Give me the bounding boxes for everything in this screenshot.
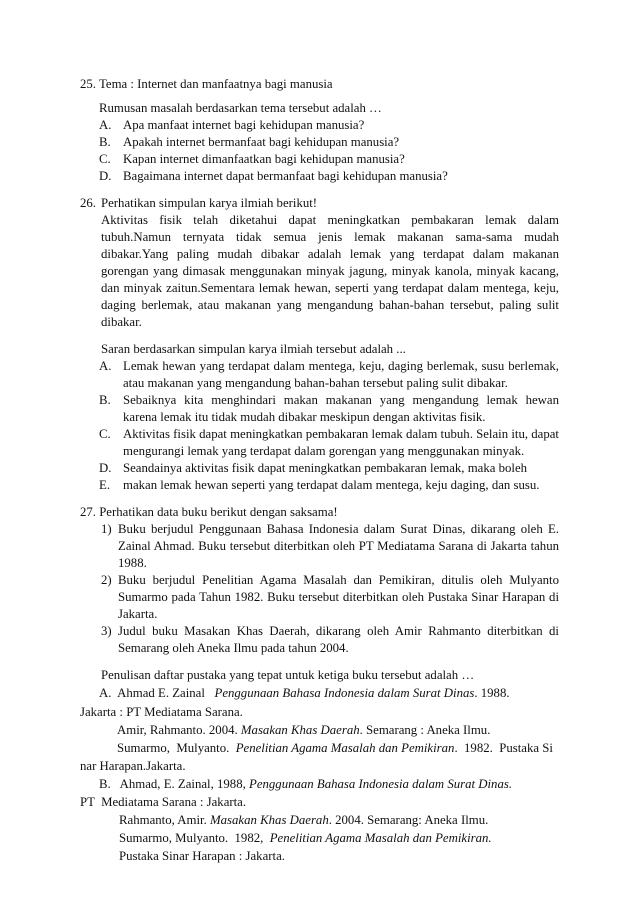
q26-option-b-line: Sebaiknya kita menghindari makan makanan yang mengandung lemak hewan (123, 393, 559, 407)
q27-item-2-line: Buku berjudul Penelitian Agama Masalah dan Pemikiran, ditulis oleh Mulyanto (118, 573, 559, 587)
text-segment: . 2004. Semarang: Aneka Ilmu. (328, 813, 489, 827)
book-title: Penelitian Agama Masalah dan Pemikiran (235, 741, 455, 755)
q27-item-2-number: 2) (101, 573, 112, 587)
q26-title: Perhatikan simpulan karya ilmiah berikut! (101, 196, 318, 210)
q25-option-a-letter: A. (99, 118, 112, 132)
q26-option-e-letter: E. (99, 478, 111, 492)
q26-option-a-line: Lemak hewan yang terdapat dalam mentega, keju, daging berlemak, susu berlemak, (123, 359, 559, 373)
q26-option-b-line: karena lemak itu tidak mudah dibakar meskipun dengan aktivitas fisik. (123, 410, 486, 424)
q25-option-d-letter: D. (99, 169, 112, 183)
q26-option-d-letter: D. (99, 461, 112, 475)
q25-title: 25. Tema : Internet dan manfaatnya bagi manusia (80, 77, 333, 91)
q26-option-d-line: Seandainya aktivitas fisik dapat meningkatkan pembakaran lemak, maka boleh (123, 461, 528, 475)
q25-option-c: Kapan internet dimanfaatkan bagi kehidupan manusia? (123, 152, 405, 166)
q25-prompt: Rumusan masalah berdasarkan tema tersebut adalah … (99, 101, 382, 115)
q27-prompt: Penulisan daftar pustaka yang tepat untuk ketiga buku tersebut adalah … (101, 668, 475, 682)
q26-passage-line: dibakar. (101, 315, 142, 329)
q25-option-d: Bagaimana internet dapat bermanfaat bagi kehidupan manusia? (123, 169, 448, 183)
q27-option-b-line-4 (119, 829, 492, 847)
q27-option-a-line-2: Jakarta : PT Mediatama Sarana. (80, 705, 243, 719)
text-segment: B. Ahmad, E. Zainal, 1988, (99, 777, 249, 791)
book-title: Penggunaan Bahasa Indonesia dalam Surat Dinas. (249, 777, 513, 791)
q25-option-a: Apa manfaat internet bagi kehidupan manusia? (123, 118, 365, 132)
q26-prompt: Saran berdasarkan simpulan karya ilmiah tersebut adalah ... (101, 342, 406, 356)
text-segment: Rahmanto, Amir. (119, 813, 210, 827)
q26-passage-line: dan minyak zaitun.Sementara lemak hewan, seperti yang terdapat dalam mentega, keju, (101, 281, 559, 295)
q27-option-b-line-3 (119, 811, 488, 829)
book-title: Masakan Khas Daerah (240, 723, 360, 737)
text-segment: A. Ahmad E. Zainal (99, 686, 215, 700)
book-title: Penelitian Agama Masalah dan Pemikiran. (269, 831, 492, 845)
q27-option-a-line-1 (99, 684, 510, 702)
q26-option-c-line: mengurangi lemak yang terdapat dalam gorengan yang menggunakan minyak. (123, 444, 525, 458)
q26-passage-line: daging berlemak, atau makanan yang mengandung bahan-bahan tersebut, paling sulit (101, 298, 559, 312)
q26-passage-line: Aktivitas fisik telah diketahui dapat meningkatkan pembakaran lemak dalam (101, 213, 559, 227)
text-segment: Sumarmo, Mulyanto. (117, 741, 236, 755)
q26-option-a-line: atau makanan yang mengandung bahan-bahan tersebut paling sulit dibakar. (123, 376, 508, 390)
q27-item-3-line: Semarang oleh Aneka Ilmu pada tahun 2004. (118, 641, 349, 655)
q27-title: 27. Perhatikan data buku berikut dengan saksama! (80, 505, 338, 519)
q27-option-b-line-5: Pustaka Sinar Harapan : Jakarta. (119, 849, 285, 863)
q26-passage-line: tubuh.Namun ternyata tidak semua jenis lemak makanan sama-sama mudah (101, 230, 559, 244)
q27-option-a-line-5: nar Harapan.Jakarta. (80, 759, 186, 773)
text-segment: Amir, Rahmanto. 2004. (117, 723, 241, 737)
q26-passage-line: dibakar.Yang paling mudah dibakar adalah lemak yang terdapat dalam makanan (101, 247, 559, 261)
book-title: Masakan Khas Daerah (210, 813, 329, 827)
text-segment: . 1982. Pustaka Si (454, 741, 553, 755)
q26-option-e-line: makan lemak hewan seperti yang terdapat dalam mentega, keju daging, dan susu. (123, 478, 540, 492)
q27-option-b-line-1 (99, 775, 512, 793)
q27-option-b-line-2: PT Mediatama Sarana : Jakarta. (80, 795, 247, 809)
q26-option-a-letter: A. (99, 359, 112, 373)
q25-option-b-letter: B. (99, 135, 111, 149)
q27-item-1-line: Zainal Ahmad. Buku tersebut diterbitkan oleh PT Mediatama Sarana di Jakarta tahun (118, 539, 559, 553)
q27-item-2-line: Sumarmo pada Tahun 1982. Buku tersebut diterbitkan oleh Pustaka Sinar Harapan di (118, 590, 559, 604)
q27-item-3-line: Judul buku Masakan Khas Daerah, dikarang oleh Amir Rahmanto diterbitkan di (118, 624, 559, 638)
q27-item-2-line: Jakarta. (118, 607, 158, 621)
q27-option-a-line-3 (117, 721, 490, 739)
q26-option-c-letter: C. (99, 427, 111, 441)
q27-item-1-number: 1) (101, 522, 112, 536)
text-segment: . 1988. (474, 686, 510, 700)
text-segment: . Semarang : Aneka Ilmu. (359, 723, 491, 737)
q27-item-1-line: Buku berjudul Penggunaan Bahasa Indonesia dalam Surat Dinas, dikarang oleh E. (118, 522, 559, 536)
q26-number: 26. (80, 196, 96, 210)
q26-passage-line: gorengan yang dimasak menggunakan minyak jagung, minyak kanola, minyak kacang, (101, 264, 559, 278)
q27-item-1-line: 1988. (118, 556, 147, 570)
q26-option-b-letter: B. (99, 393, 111, 407)
q25-option-b: Apakah internet bermanfaat bagi kehidupan manusia? (123, 135, 400, 149)
book-title: Penggunaan Bahasa Indonesia dalam Surat Dinas (214, 686, 475, 700)
q26-option-c-line: Aktivitas fisik dapat meningkatkan pembakaran lemak dalam tubuh. Selain itu, dapat (123, 427, 559, 441)
text-segment: Sumarmo, Mulyanto. 1982, (119, 831, 270, 845)
q27-option-a-line-4 (117, 739, 553, 757)
q27-item-3-number: 3) (101, 624, 112, 638)
q25-option-c-letter: C. (99, 152, 111, 166)
